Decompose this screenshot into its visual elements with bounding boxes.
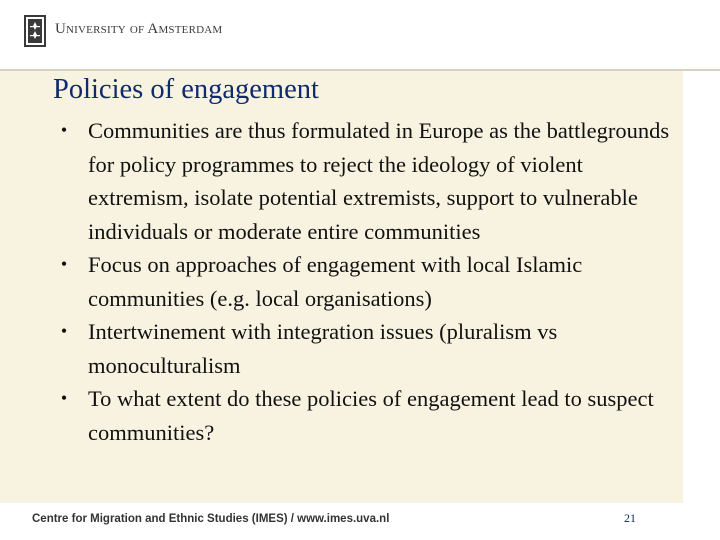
slide-title: Policies of engagement	[53, 74, 319, 105]
bullet-marker: •	[60, 321, 68, 341]
bullet-list	[0, 114, 683, 449]
page-number: 21	[624, 511, 636, 525]
university-seal-icon	[24, 15, 46, 47]
bullet-item	[0, 114, 683, 248]
bullet-text: To what extent do these policies of engagement lead to suspect communities?	[88, 386, 654, 445]
bullet-marker: •	[60, 254, 68, 274]
university-name: University of Amsterdam	[55, 21, 223, 37]
bullet-item	[0, 382, 683, 449]
bullet-item	[0, 315, 683, 382]
bullet-text: Intertwinement with integration issues (pluralism vs monoculturalism	[88, 319, 558, 378]
header-bar	[0, 0, 720, 70]
bullet-marker: •	[60, 120, 68, 140]
bullet-text: Communities are thus formulated in Europe as the battlegrounds for policy programmes to reject the ideology of violent extremism, isolate potential extremists, support to vulnerable individuals or moderate entire communities	[88, 118, 670, 244]
bullet-marker: •	[60, 388, 68, 408]
footer-text: Centre for Migration and Ethnic Studies (IMES) / www.imes.uva.nl	[32, 513, 390, 525]
bullet-text: Focus on approaches of engagement with local Islamic communities (e.g. local organisations)	[88, 252, 583, 311]
bullet-item	[0, 248, 683, 315]
